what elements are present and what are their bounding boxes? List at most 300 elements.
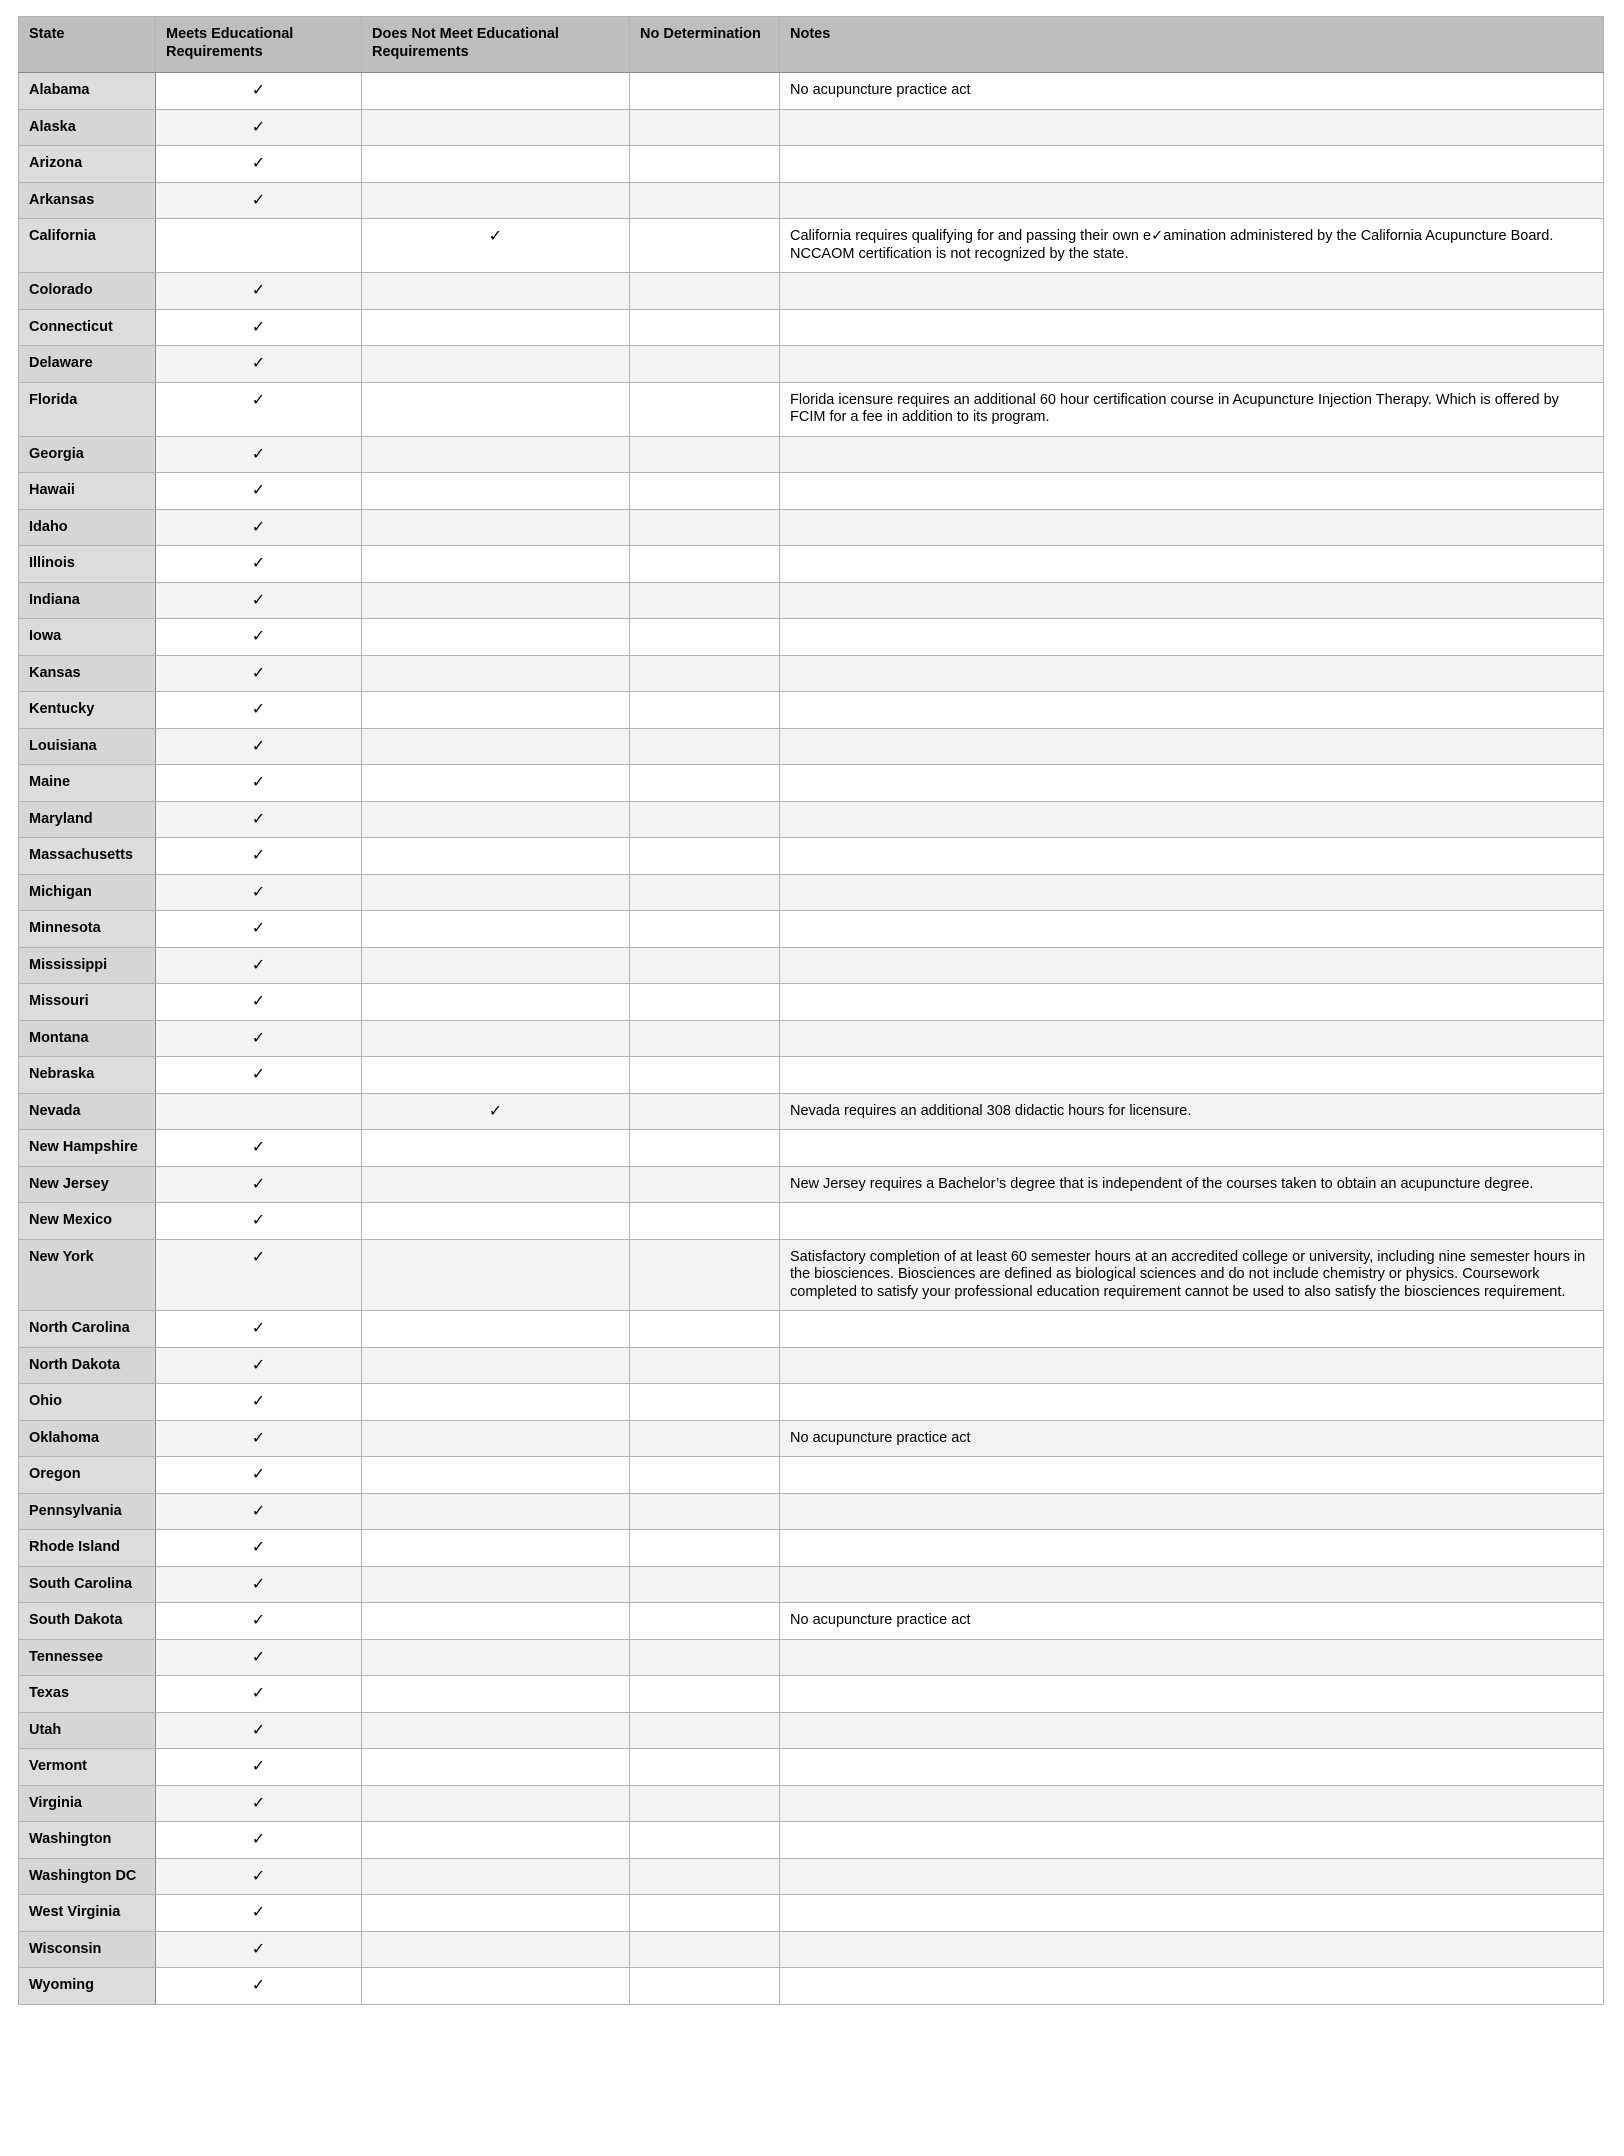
no-determination-cell <box>630 1530 780 1567</box>
table-row <box>19 619 1604 656</box>
table-row <box>19 1311 1604 1348</box>
no-determination-cell <box>630 655 780 692</box>
meets-check-cell: ✓ <box>156 273 362 310</box>
table-row <box>19 73 1604 110</box>
table-row <box>19 728 1604 765</box>
state-cell: New Mexico <box>19 1203 156 1240</box>
table-row <box>19 309 1604 346</box>
meets-check-cell <box>156 219 362 273</box>
meets-check-cell: ✓ <box>156 1057 362 1094</box>
notes-cell <box>780 838 1604 875</box>
meets-check-cell: ✓ <box>156 874 362 911</box>
state-cell: New Jersey <box>19 1166 156 1203</box>
not-meets-check-cell <box>362 1822 630 1859</box>
not-meets-check-cell <box>362 146 630 183</box>
requirements-table-container <box>18 16 1603 2005</box>
not-meets-check-cell <box>362 838 630 875</box>
meets-check-cell: ✓ <box>156 1785 362 1822</box>
table-row <box>19 382 1604 436</box>
state-cell: Montana <box>19 1020 156 1057</box>
not-meets-check-cell <box>362 1020 630 1057</box>
notes-cell <box>780 947 1604 984</box>
notes-cell <box>780 346 1604 383</box>
meets-check-cell: ✓ <box>156 1968 362 2005</box>
state-cell: Massachusetts <box>19 838 156 875</box>
not-meets-check-cell <box>362 1166 630 1203</box>
notes-cell: Satisfactory completion of at least 60 semester hours at an accredited college or university, including nine semester hours in the biosciences. Biosciences are defined as biological sciences and do not include chemistry or physics. Coursework completed to satisfy your professional education requirement cannot be used to also satisfy the biosciences requirement. <box>780 1239 1604 1311</box>
notes-cell <box>780 509 1604 546</box>
header-state: State <box>19 17 156 73</box>
table-row <box>19 1457 1604 1494</box>
table-row <box>19 509 1604 546</box>
notes-cell <box>780 1749 1604 1786</box>
not-meets-check-cell <box>362 1603 630 1640</box>
state-cell: South Dakota <box>19 1603 156 1640</box>
no-determination-cell <box>630 1347 780 1384</box>
state-cell: North Dakota <box>19 1347 156 1384</box>
table-row <box>19 182 1604 219</box>
notes-cell <box>780 1676 1604 1713</box>
no-determination-cell <box>630 1822 780 1859</box>
meets-check-cell: ✓ <box>156 947 362 984</box>
not-meets-check-cell <box>362 1239 630 1311</box>
state-cell: Vermont <box>19 1749 156 1786</box>
not-meets-check-cell <box>362 619 630 656</box>
no-determination-cell <box>630 1384 780 1421</box>
state-cell: Indiana <box>19 582 156 619</box>
not-meets-check-cell <box>362 692 630 729</box>
meets-check-cell: ✓ <box>156 346 362 383</box>
no-determination-cell <box>630 947 780 984</box>
notes-cell <box>780 728 1604 765</box>
no-determination-cell <box>630 509 780 546</box>
table-row <box>19 1566 1604 1603</box>
no-determination-cell <box>630 1239 780 1311</box>
not-meets-check-cell <box>362 911 630 948</box>
not-meets-check-cell <box>362 1931 630 1968</box>
table-row <box>19 109 1604 146</box>
no-determination-cell <box>630 1166 780 1203</box>
notes-cell <box>780 1895 1604 1932</box>
no-determination-cell <box>630 1457 780 1494</box>
meets-check-cell: ✓ <box>156 1347 362 1384</box>
table-row <box>19 1895 1604 1932</box>
not-meets-check-cell <box>362 765 630 802</box>
notes-cell: No acupuncture practice act <box>780 1420 1604 1457</box>
table-row <box>19 1931 1604 1968</box>
meets-check-cell: ✓ <box>156 382 362 436</box>
state-cell: Georgia <box>19 436 156 473</box>
table-row <box>19 1420 1604 1457</box>
table-row <box>19 947 1604 984</box>
notes-cell <box>780 1203 1604 1240</box>
state-cell: Minnesota <box>19 911 156 948</box>
no-determination-cell <box>630 1749 780 1786</box>
notes-cell: Nevada requires an additional 308 didactic hours for licensure. <box>780 1093 1604 1130</box>
no-determination-cell <box>630 728 780 765</box>
header-meets: Meets Educational Requirements <box>156 17 362 73</box>
table-row <box>19 1130 1604 1167</box>
state-cell: Louisiana <box>19 728 156 765</box>
not-meets-check-cell: ✓ <box>362 1093 630 1130</box>
meets-check-cell: ✓ <box>156 728 362 765</box>
no-determination-cell <box>630 1130 780 1167</box>
not-meets-check-cell: ✓ <box>362 219 630 273</box>
state-cell: Mississippi <box>19 947 156 984</box>
meets-check-cell: ✓ <box>156 692 362 729</box>
header-not-meets: Does Not Meet Educational Requirements <box>362 17 630 73</box>
not-meets-check-cell <box>362 1311 630 1348</box>
no-determination-cell <box>630 109 780 146</box>
state-cell: West Virginia <box>19 1895 156 1932</box>
state-cell: Rhode Island <box>19 1530 156 1567</box>
table-row <box>19 582 1604 619</box>
notes-cell <box>780 146 1604 183</box>
no-determination-cell <box>630 273 780 310</box>
meets-check-cell: ✓ <box>156 1493 362 1530</box>
state-cell: Colorado <box>19 273 156 310</box>
notes-cell <box>780 874 1604 911</box>
notes-cell: No acupuncture practice act <box>780 1603 1604 1640</box>
no-determination-cell <box>630 1858 780 1895</box>
table-row <box>19 655 1604 692</box>
no-determination-cell <box>630 219 780 273</box>
state-cell: Illinois <box>19 546 156 583</box>
not-meets-check-cell <box>362 1493 630 1530</box>
meets-check-cell: ✓ <box>156 1239 362 1311</box>
no-determination-cell <box>630 1093 780 1130</box>
not-meets-check-cell <box>362 1676 630 1713</box>
not-meets-check-cell <box>362 874 630 911</box>
notes-cell <box>780 984 1604 1021</box>
header-notes: Notes <box>780 17 1604 73</box>
no-determination-cell <box>630 546 780 583</box>
table-row <box>19 838 1604 875</box>
no-determination-cell <box>630 1311 780 1348</box>
state-cell: Ohio <box>19 1384 156 1421</box>
not-meets-check-cell <box>362 1530 630 1567</box>
meets-check-cell: ✓ <box>156 801 362 838</box>
meets-check-cell: ✓ <box>156 1166 362 1203</box>
table-row <box>19 1530 1604 1567</box>
no-determination-cell <box>630 1785 780 1822</box>
notes-cell <box>780 1566 1604 1603</box>
no-determination-cell <box>630 436 780 473</box>
notes-cell: No acupuncture practice act <box>780 73 1604 110</box>
notes-cell <box>780 1493 1604 1530</box>
meets-check-cell: ✓ <box>156 436 362 473</box>
no-determination-cell <box>630 309 780 346</box>
not-meets-check-cell <box>362 1130 630 1167</box>
table-body <box>19 73 1604 2005</box>
notes-cell <box>780 692 1604 729</box>
no-determination-cell <box>630 73 780 110</box>
notes-cell <box>780 765 1604 802</box>
no-determination-cell <box>630 1931 780 1968</box>
state-cell: Connecticut <box>19 309 156 346</box>
table-row <box>19 1712 1604 1749</box>
state-requirements-table <box>18 16 1604 2005</box>
notes-cell <box>780 1931 1604 1968</box>
state-cell: New Hampshire <box>19 1130 156 1167</box>
table-row <box>19 692 1604 729</box>
table-row <box>19 436 1604 473</box>
no-determination-cell <box>630 146 780 183</box>
meets-check-cell: ✓ <box>156 182 362 219</box>
no-determination-cell <box>630 838 780 875</box>
notes-cell <box>780 1457 1604 1494</box>
notes-cell <box>780 473 1604 510</box>
table-row <box>19 765 1604 802</box>
notes-cell <box>780 182 1604 219</box>
not-meets-check-cell <box>362 1785 630 1822</box>
not-meets-check-cell <box>362 1057 630 1094</box>
table-row <box>19 1603 1604 1640</box>
no-determination-cell <box>630 1895 780 1932</box>
table-row <box>19 801 1604 838</box>
state-cell: Wyoming <box>19 1968 156 2005</box>
state-cell: Hawaii <box>19 473 156 510</box>
meets-check-cell: ✓ <box>156 1457 362 1494</box>
notes-cell <box>780 1057 1604 1094</box>
table-header <box>19 17 1604 73</box>
state-cell: Arkansas <box>19 182 156 219</box>
meets-check-cell: ✓ <box>156 1749 362 1786</box>
notes-cell: New Jersey requires a Bachelor’s degree that is independent of the courses taken to obtain an acupuncture degree. <box>780 1166 1604 1203</box>
no-determination-cell <box>630 1203 780 1240</box>
not-meets-check-cell <box>362 346 630 383</box>
state-cell: Florida <box>19 382 156 436</box>
notes-cell <box>780 1968 1604 2005</box>
notes-cell <box>780 1130 1604 1167</box>
meets-check-cell: ✓ <box>156 509 362 546</box>
state-cell: Missouri <box>19 984 156 1021</box>
no-determination-cell <box>630 346 780 383</box>
meets-check-cell: ✓ <box>156 309 362 346</box>
no-determination-cell <box>630 1639 780 1676</box>
table-row <box>19 984 1604 1021</box>
not-meets-check-cell <box>362 947 630 984</box>
meets-check-cell: ✓ <box>156 546 362 583</box>
table-row <box>19 1384 1604 1421</box>
state-cell: Kansas <box>19 655 156 692</box>
not-meets-check-cell <box>362 1712 630 1749</box>
notes-cell <box>780 1858 1604 1895</box>
meets-check-cell: ✓ <box>156 838 362 875</box>
not-meets-check-cell <box>362 1384 630 1421</box>
not-meets-check-cell <box>362 273 630 310</box>
not-meets-check-cell <box>362 1639 630 1676</box>
notes-cell <box>780 1020 1604 1057</box>
no-determination-cell <box>630 1676 780 1713</box>
state-cell: Pennsylvania <box>19 1493 156 1530</box>
not-meets-check-cell <box>362 1347 630 1384</box>
no-determination-cell <box>630 619 780 656</box>
state-cell: Virginia <box>19 1785 156 1822</box>
meets-check-cell: ✓ <box>156 1420 362 1457</box>
table-row <box>19 1858 1604 1895</box>
state-cell: Nebraska <box>19 1057 156 1094</box>
no-determination-cell <box>630 911 780 948</box>
no-determination-cell <box>630 382 780 436</box>
table-row <box>19 146 1604 183</box>
no-determination-cell <box>630 1057 780 1094</box>
notes-cell <box>780 1384 1604 1421</box>
state-cell: Oklahoma <box>19 1420 156 1457</box>
table-row <box>19 1239 1604 1311</box>
not-meets-check-cell <box>362 655 630 692</box>
meets-check-cell: ✓ <box>156 1676 362 1713</box>
notes-cell <box>780 619 1604 656</box>
notes-cell <box>780 1712 1604 1749</box>
no-determination-cell <box>630 801 780 838</box>
not-meets-check-cell <box>362 309 630 346</box>
notes-cell <box>780 911 1604 948</box>
meets-check-cell: ✓ <box>156 1822 362 1859</box>
not-meets-check-cell <box>362 1895 630 1932</box>
table-row <box>19 1749 1604 1786</box>
state-cell: Alaska <box>19 109 156 146</box>
table-row <box>19 273 1604 310</box>
header-row <box>19 17 1604 73</box>
table-row <box>19 1057 1604 1094</box>
state-cell: Maryland <box>19 801 156 838</box>
meets-check-cell: ✓ <box>156 1895 362 1932</box>
notes-cell <box>780 1822 1604 1859</box>
no-determination-cell <box>630 1566 780 1603</box>
state-cell: Utah <box>19 1712 156 1749</box>
table-row <box>19 346 1604 383</box>
notes-cell <box>780 309 1604 346</box>
state-cell: Oregon <box>19 1457 156 1494</box>
not-meets-check-cell <box>362 728 630 765</box>
not-meets-check-cell <box>362 73 630 110</box>
not-meets-check-cell <box>362 582 630 619</box>
state-cell: Idaho <box>19 509 156 546</box>
meets-check-cell: ✓ <box>156 73 362 110</box>
notes-cell <box>780 436 1604 473</box>
meets-check-cell: ✓ <box>156 619 362 656</box>
table-row <box>19 874 1604 911</box>
not-meets-check-cell <box>362 1749 630 1786</box>
meets-check-cell: ✓ <box>156 1203 362 1240</box>
meets-check-cell: ✓ <box>156 1603 362 1640</box>
no-determination-cell <box>630 874 780 911</box>
notes-cell <box>780 655 1604 692</box>
state-cell: Delaware <box>19 346 156 383</box>
meets-check-cell: ✓ <box>156 1311 362 1348</box>
table-row <box>19 546 1604 583</box>
table-row <box>19 1822 1604 1859</box>
table-row <box>19 1020 1604 1057</box>
notes-cell <box>780 1530 1604 1567</box>
notes-cell <box>780 273 1604 310</box>
not-meets-check-cell <box>362 1858 630 1895</box>
not-meets-check-cell <box>362 1566 630 1603</box>
no-determination-cell <box>630 984 780 1021</box>
not-meets-check-cell <box>362 1457 630 1494</box>
meets-check-cell: ✓ <box>156 1858 362 1895</box>
notes-cell <box>780 1785 1604 1822</box>
not-meets-check-cell <box>362 984 630 1021</box>
meets-check-cell: ✓ <box>156 1712 362 1749</box>
meets-check-cell: ✓ <box>156 1130 362 1167</box>
state-cell: Iowa <box>19 619 156 656</box>
state-cell: South Carolina <box>19 1566 156 1603</box>
notes-cell <box>780 1311 1604 1348</box>
state-cell: North Carolina <box>19 1311 156 1348</box>
no-determination-cell <box>630 1020 780 1057</box>
notes-cell: California requires qualifying for and passing their own e✓amination administered by the California Acupuncture Board. NCCAOM certification is not recognized by the state. <box>780 219 1604 273</box>
table-row <box>19 473 1604 510</box>
not-meets-check-cell <box>362 509 630 546</box>
not-meets-check-cell <box>362 1420 630 1457</box>
no-determination-cell <box>630 582 780 619</box>
state-cell: Arizona <box>19 146 156 183</box>
state-cell: Wisconsin <box>19 1931 156 1968</box>
table-row <box>19 1347 1604 1384</box>
table-row <box>19 911 1604 948</box>
state-cell: Tennessee <box>19 1639 156 1676</box>
table-row <box>19 1785 1604 1822</box>
table-row <box>19 1203 1604 1240</box>
state-cell: Washington <box>19 1822 156 1859</box>
meets-check-cell: ✓ <box>156 1530 362 1567</box>
not-meets-check-cell <box>362 382 630 436</box>
table-row <box>19 1968 1604 2005</box>
state-cell: Alabama <box>19 73 156 110</box>
meets-check-cell <box>156 1093 362 1130</box>
table-row <box>19 1493 1604 1530</box>
notes-cell: Florida icensure requires an additional 60 hour certification course in Acupuncture Injection Therapy. Which is offered by FCIM for a fee in addition to its program. <box>780 382 1604 436</box>
meets-check-cell: ✓ <box>156 1384 362 1421</box>
notes-cell <box>780 109 1604 146</box>
not-meets-check-cell <box>362 109 630 146</box>
state-cell: Nevada <box>19 1093 156 1130</box>
no-determination-cell <box>630 1968 780 2005</box>
not-meets-check-cell <box>362 801 630 838</box>
table-row <box>19 1639 1604 1676</box>
header-no-determination: No Determination <box>630 17 780 73</box>
notes-cell <box>780 582 1604 619</box>
no-determination-cell <box>630 765 780 802</box>
table-row <box>19 1166 1604 1203</box>
state-cell: Kentucky <box>19 692 156 729</box>
state-cell: Maine <box>19 765 156 802</box>
not-meets-check-cell <box>362 1968 630 2005</box>
meets-check-cell: ✓ <box>156 1020 362 1057</box>
not-meets-check-cell <box>362 436 630 473</box>
meets-check-cell: ✓ <box>156 146 362 183</box>
state-cell: Washington DC <box>19 1858 156 1895</box>
no-determination-cell <box>630 1603 780 1640</box>
meets-check-cell: ✓ <box>156 1931 362 1968</box>
notes-cell <box>780 1347 1604 1384</box>
not-meets-check-cell <box>362 182 630 219</box>
state-cell: Michigan <box>19 874 156 911</box>
meets-check-cell: ✓ <box>156 473 362 510</box>
notes-cell <box>780 801 1604 838</box>
state-cell: New York <box>19 1239 156 1311</box>
meets-check-cell: ✓ <box>156 984 362 1021</box>
meets-check-cell: ✓ <box>156 655 362 692</box>
notes-cell <box>780 1639 1604 1676</box>
state-cell: California <box>19 219 156 273</box>
no-determination-cell <box>630 473 780 510</box>
no-determination-cell <box>630 182 780 219</box>
not-meets-check-cell <box>362 473 630 510</box>
meets-check-cell: ✓ <box>156 1639 362 1676</box>
